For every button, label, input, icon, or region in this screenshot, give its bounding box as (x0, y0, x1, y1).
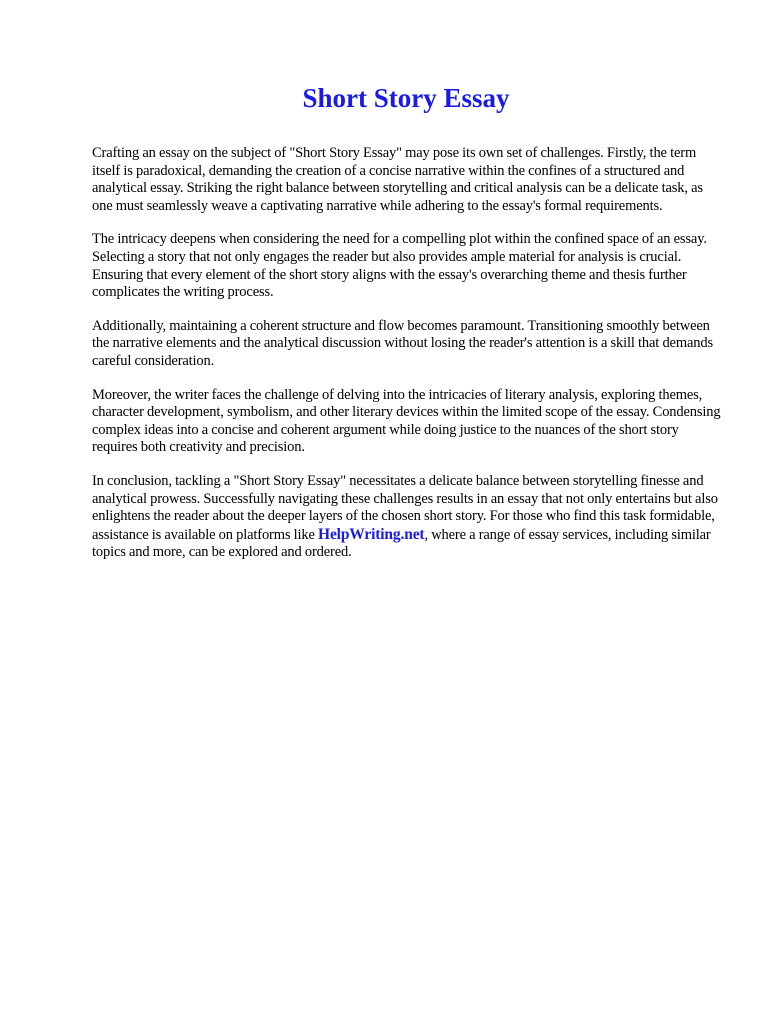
paragraph-1: Crafting an essay on the subject of "Short Story Essay" may pose its own set of challenges. Firstly, the term itself is paradoxical, demanding the creation of a concise narrative within the confines of a structured and analytical essay. Striking the right balance between storytelling and critical analysis can be a delicate task, as one must seamlessly weave a captivating narrative while adhering to the essay's formal requirements. (92, 145, 703, 214)
page-title: Short Story Essay (302, 83, 510, 113)
conclusion-text-end: , where a range of essay services, including similar topics and more, can be explored and ordered. (92, 526, 711, 561)
helpwriting-link[interactable]: HelpWriting.net (318, 525, 425, 543)
conclusion-text: In conclusion, tackling a "Short Story Essay" necessitates a delicate balance between storytelling finesse and analytical prowess. Successfully navigating these challenges results in an essay that not only entertains but also enlightens the reader about the deeper layers of the chosen short story. For those who find this task formidable, assistance is available on platforms like (92, 472, 718, 543)
paragraph-3: Additionally, maintaining a coherent structure and flow becomes paramount. Transitioning smoothly between the narrative elements and the analytical discussion without losing the reader's attention is a skill that demands careful consideration. (92, 317, 713, 369)
paragraph-2: The intricacy deepens when considering the need for a compelling plot within the confined space of an essay. Selecting a story that not only engages the reader but also provides ample material for analysis is crucial. Ensuring that every element of the short story aligns with the essay's overarching theme and thesis further complicates the writing process. (92, 231, 707, 301)
essay-body (92, 145, 722, 578)
paragraph-conclusion (92, 473, 722, 562)
paragraph-4: Moreover, the writer faces the challenge of delving into the intricacies of literary analysis, exploring themes, character development, symbolism, and other literary devices within the limited scope of the essay. Condensing complex ideas into a concise and coherent argument while doing justice to the nuances of the short story requires both creativity and precision. (92, 386, 721, 456)
